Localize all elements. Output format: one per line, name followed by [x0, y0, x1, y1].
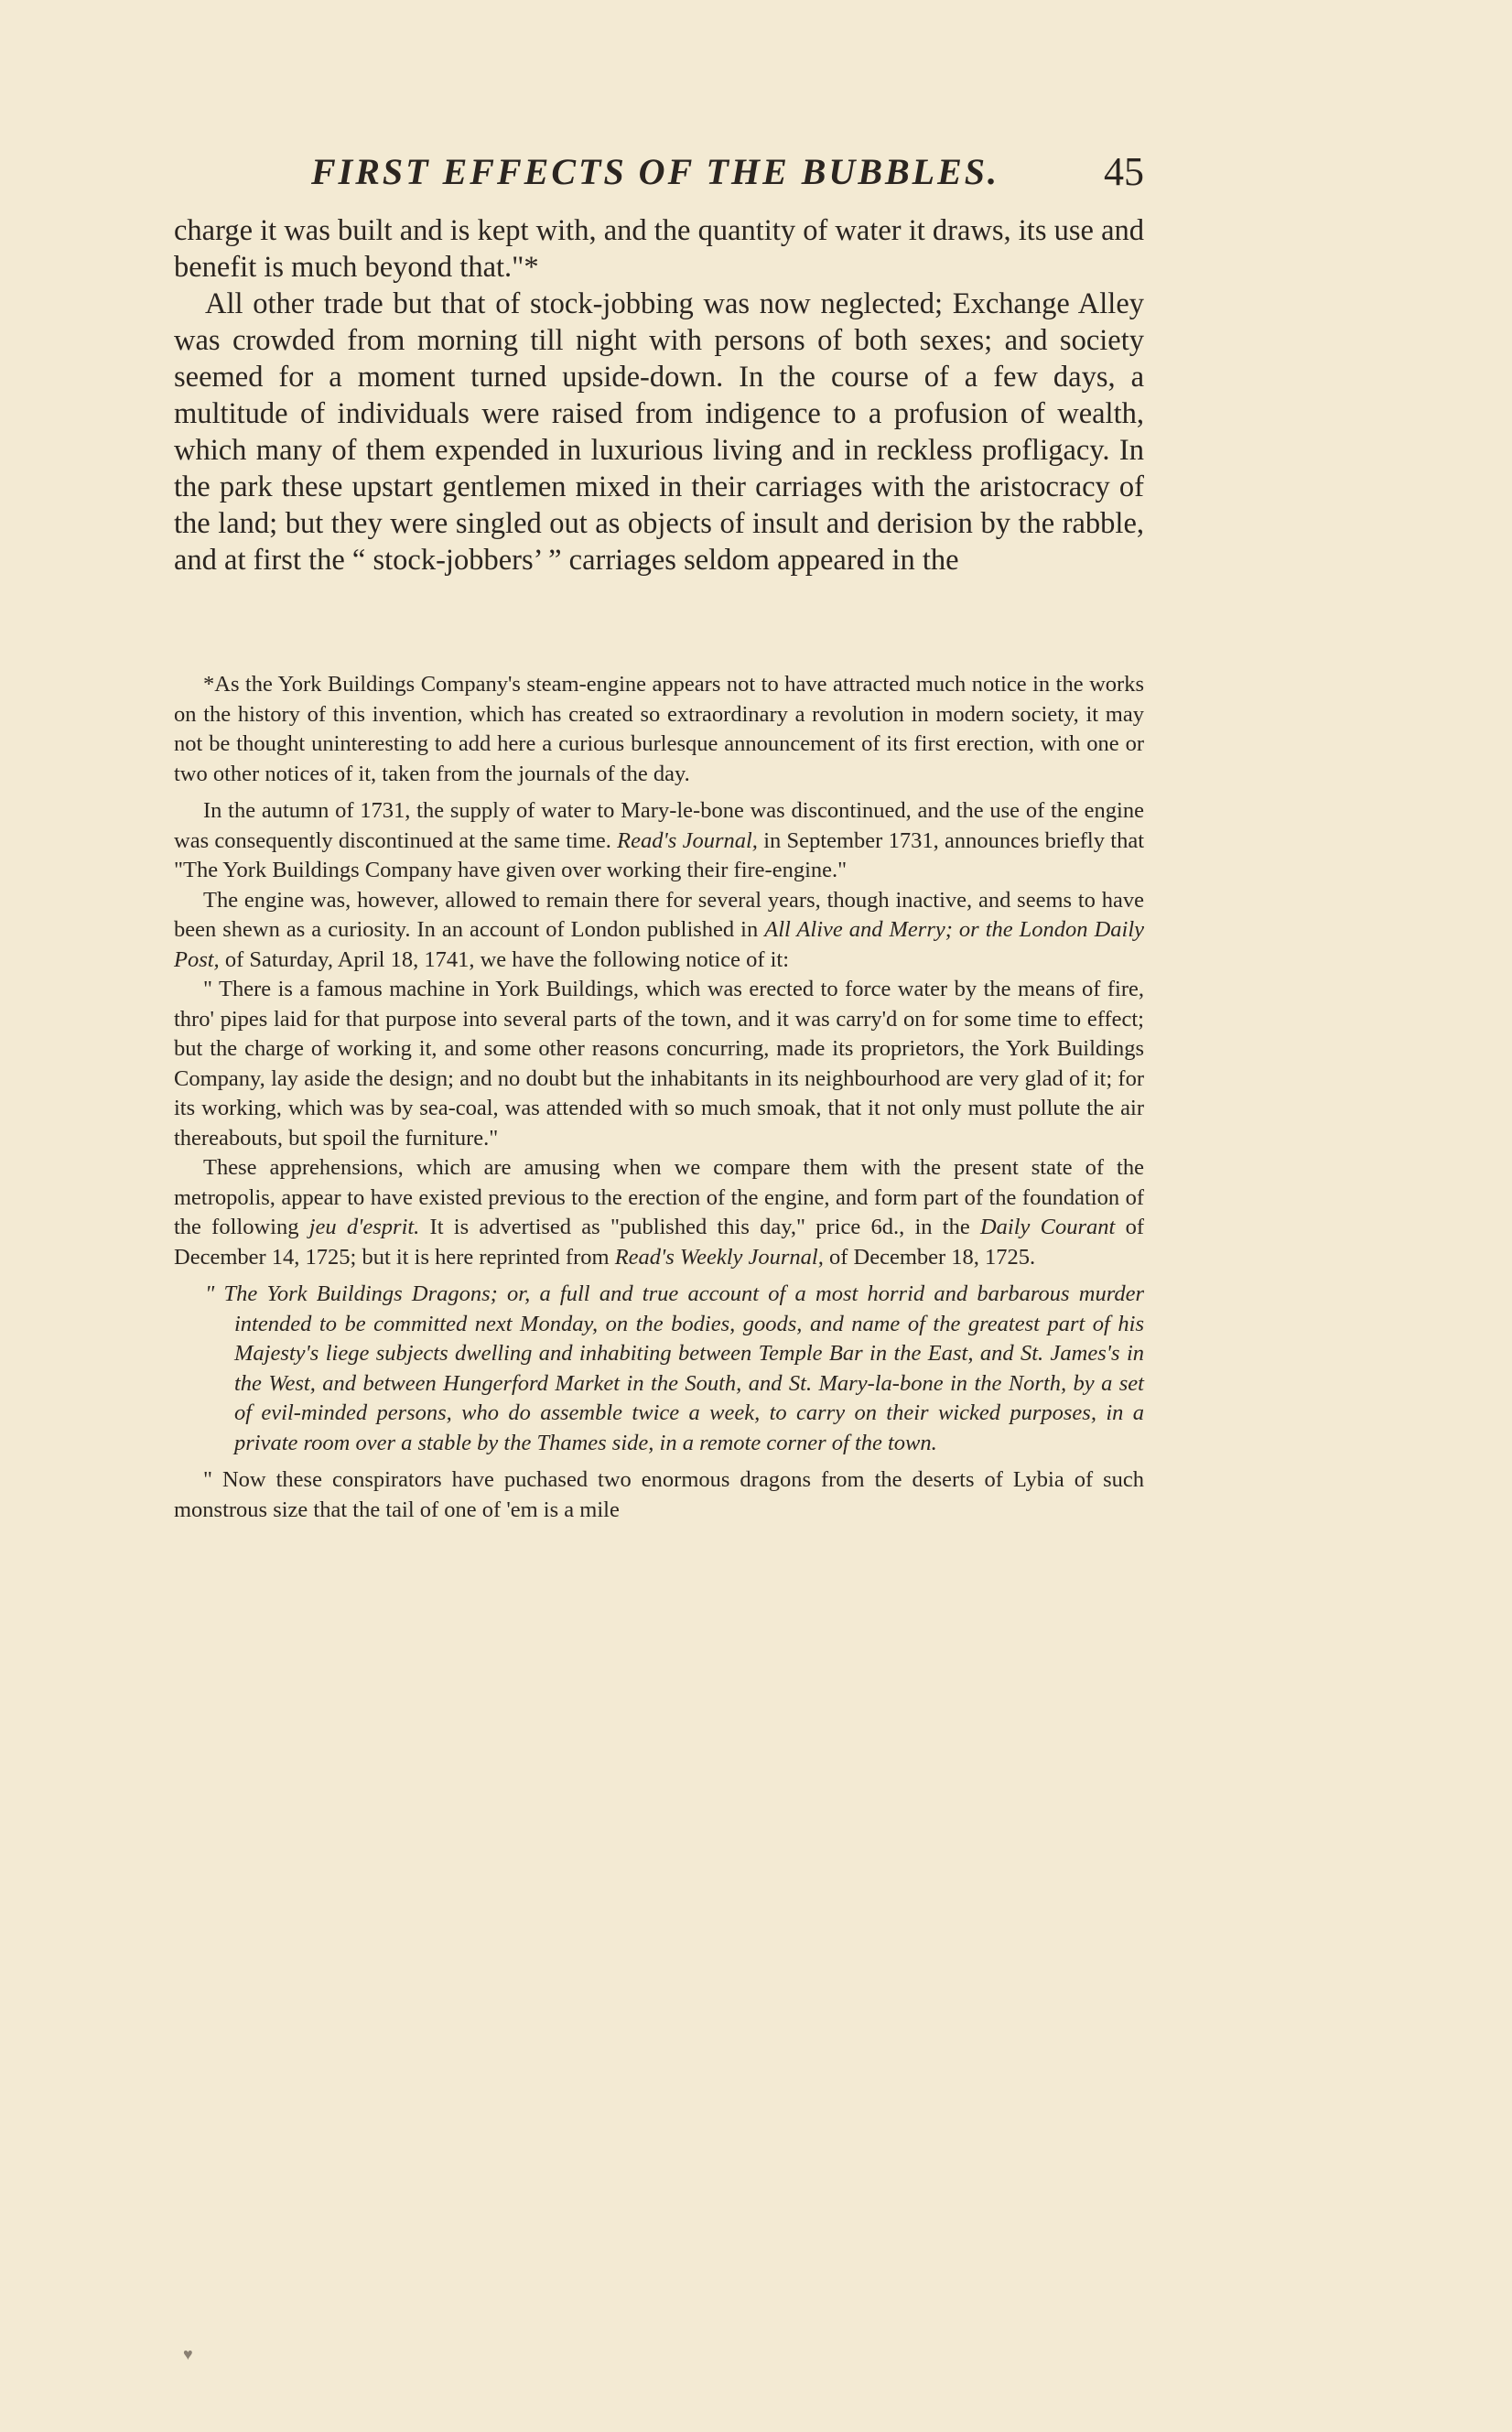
- footnote-quote-title: " The York Buildings Dragons; or, a full and true account of a most horrid and barbarous murder intended to be committed next Monday, on the bodies, goods, and name of the greatest part of his Majesty's liege subjects dwelling and inhabiting between Temple Bar in the East, and St. James's in the West, and between Hungerford Market in the South, and St. Mary-la-bone in the North, by a set of evil-minded persons, who do assemble twice a week, to carry on their wicked purposes, in a private room over a stable by the Thames side, in a remote corner of the town.: [205, 1281, 1144, 1455]
- page-header: [174, 145, 1144, 200]
- footnote-paragraph-7: " Now these conspirators have puchased two enormous dragons from the deserts of Lybia of such monstrous size that the tail of one of 'em is a mile: [174, 1467, 1144, 1522]
- footnote-paragraph-4: " There is a famous machine in York Buildings, which was erected to force water by the means of fire, thro' pipes laid for that purpose into several parts of the town, and it was carry'd on for some time to effect; but the charge of working it, and some other reasons concurring, made its proprietors, the York Buildings Company, lay aside the design; and no doubt but the inhabitants in its neighbourhood are very glad of it; for its working, which was by sea-coal, was attended with so much smoak, that it not only must pollute the air thereabouts, but spoil the furniture.": [174, 977, 1144, 1151]
- journal-title: Read's Journal,: [617, 827, 758, 853]
- ink-mark: ♥: [183, 2345, 193, 2363]
- footnote: [174, 670, 1144, 1525]
- footnote-paragraph-1: *As the York Buildings Company's steam-engine appears not to have attracted much notice in the works on the history of this invention, which has created so extraordinary a revolution in modern society, it may not be thought uninteresting to add here a curious burlesque announcement of its first erection, with one or two other notices of it, taken from the journals of the day.: [174, 672, 1144, 786]
- phrase-jeu-d-esprit: jeu d'esprit.: [308, 1215, 420, 1239]
- footnote-paragraph-2: In the autumn of 1731, the supply of water to Mary-le-bone was discontinued, and the use of the engine was consequently discontinued at the same time. Read's Journal, in September 1731, announces briefly that "The York Buildings Company have given over working their fire-engine.": [174, 798, 1145, 882]
- footnote-paragraph-3: The engine was, however, allowed to remain there for several years, though inactive, and seems to have been shewn as a curiosity. In an account of London published in All Alive and Merry; or the London Daily Post, of Saturday, April 18, 1741, we have the following notice of it:: [174, 887, 1144, 972]
- journal-title: Read's Weekly Journal,: [614, 1244, 824, 1270]
- footnote-paragraph-5: These apprehensions, which are amusing when we compare them with the present state of the metropolis, appear to have existed previous to the erection of the engine, and form part of the foundation of the following jeu d'esprit. It is advertised as "published this day," price 6d., in the Daily Courant of December 14, 1725; but it is here reprinted from Read's Weekly Journal, of December 18, 1725.: [174, 1155, 1144, 1270]
- running-title: FIRST EFFECTS OF THE BUBBLES.: [311, 151, 1000, 192]
- main-paragraph-2: All other trade but that of stock-jobbing was now neglected; Exchange Alley was crowded from morning till night with persons of both sexes; and society seemed for a moment turned upside-down. In the course of a few days, a multitude of individuals were raised from indigence to a profusion of wealth, which many of them expended in luxurious living and in reckless profligacy. In the park these upstart gentlemen mixed in their carriages with the aristocracy of the land; but they were singled out as objects of insult and derision by the rabble, and at first the “ stock-jobbers’ ” carriages seldom appeared in the: [174, 287, 1144, 577]
- journal-title: Daily Courant: [979, 1215, 1116, 1239]
- journal-title: All Alive and Merry; or the London Daily Post,: [174, 917, 1144, 972]
- main-paragraph-1: charge it was built and is kept with, and the quantity of water it draws, its use and benefit is much beyond that."*: [174, 214, 1144, 284]
- page-number: 45: [1104, 149, 1144, 194]
- main-text: [174, 212, 1144, 578]
